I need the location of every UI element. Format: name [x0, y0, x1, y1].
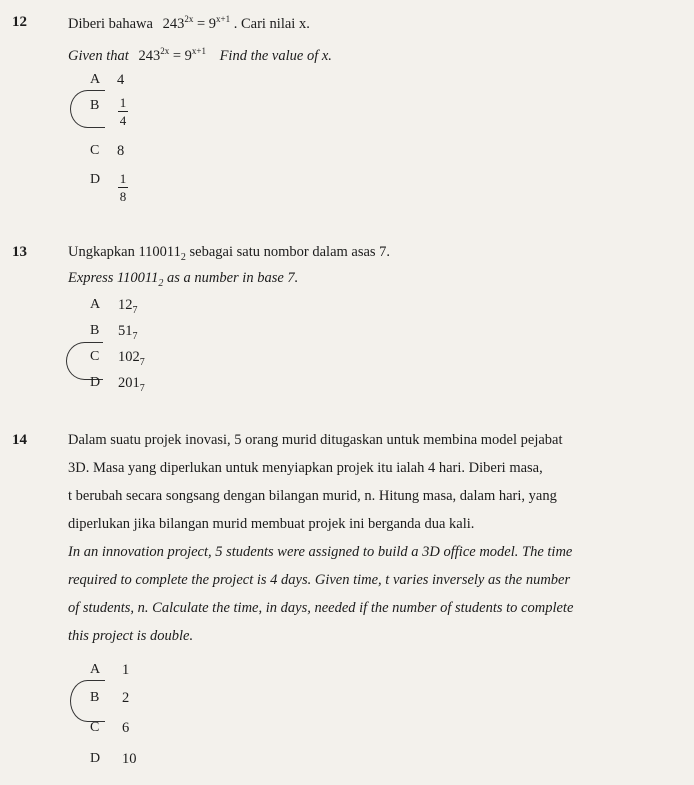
q14-option-b-letter[interactable]: B — [90, 690, 100, 705]
q12-option-a-value: 4 — [117, 72, 125, 88]
q14-option-a-letter[interactable]: A — [90, 662, 101, 677]
q13-option-c-letter[interactable]: C — [90, 349, 100, 364]
q13-option-d-letter[interactable]: D — [90, 375, 101, 390]
q12-malay-stem — [68, 14, 310, 33]
q14-option-c-value: 6 — [122, 720, 130, 736]
q13-english-prefix: Express 110011 — [68, 270, 159, 286]
q14-malay-line-2: 3D. Masa yang diperlukan untuk menyiapkan projek itu ialah 4 hari. Diberi masa, — [68, 460, 543, 476]
q12-option-d-numerator: 1 — [119, 171, 127, 186]
q14-english-line-2: required to complete the project is 4 days. Given time, t varies inversely as the number — [68, 572, 571, 588]
q14-answer-circle-mark — [70, 680, 105, 722]
q14-option-a-value: 1 — [122, 662, 130, 678]
q13-option-b-letter[interactable]: B — [90, 323, 100, 338]
q14-option-d-value: 10 — [122, 751, 137, 767]
q14-english-line-1: In an innovation project, 5 students were assigned to build a 3D office model. The time — [68, 544, 573, 560]
q13-malay-stem — [68, 244, 390, 263]
q12-answer-circle-mark — [70, 90, 105, 128]
q13-english-subscript: 2 — [158, 277, 164, 289]
q14-option-d-letter[interactable]: D — [90, 751, 101, 766]
q14-malay-line-3: t berubah secara songsang dengan bilangan murid, n. Hitung masa, dalam hari, yang — [68, 488, 557, 504]
q12-option-d-letter[interactable]: D — [90, 172, 101, 187]
q12-english-prefix: Given that — [68, 47, 129, 64]
q12-option-c-letter[interactable]: C — [90, 143, 100, 158]
q12-malay-suffix: . Cari nilai x. — [233, 15, 310, 32]
q14-number: 14 — [12, 432, 27, 448]
q12-malay-prefix: Diberi bahawa — [68, 15, 153, 32]
q12-malay-equation: $243^{2x} = 9^{x+1}$ — [162, 14, 231, 32]
q12-number: 12 — [12, 14, 27, 30]
q13-option-c-value: $102_7$ — [118, 349, 145, 368]
q12-english-equation: $243^{2x} = 9^{x+1}$ — [138, 46, 206, 64]
q13-malay-prefix: Ungkapkan 110011 — [68, 244, 181, 260]
q12-option-b-numerator: 1 — [119, 95, 127, 110]
q13-number: 13 — [12, 244, 27, 260]
q14-english-line-3: of students, n. Calculate the time, in days, needed if the number of students to complete — [68, 600, 574, 616]
q13-malay-subscript: 2 — [180, 251, 186, 263]
q13-option-a-letter[interactable]: A — [90, 297, 101, 312]
q12-option-b-denominator: 4 — [119, 113, 127, 128]
q12-english-stem — [68, 46, 332, 65]
q12-option-c-value: 8 — [117, 143, 125, 159]
q13-english-stem — [68, 270, 298, 289]
q13-option-d-value: $201_7$ — [118, 375, 145, 394]
q13-malay-suffix: sebagai satu nombor dalam asas 7. — [185, 244, 391, 260]
q12-option-d-denominator: 8 — [119, 189, 127, 204]
q14-malay-line-1: Dalam suatu projek inovasi, 5 orang murid ditugaskan untuk membina model pejabat — [68, 432, 563, 448]
q14-option-b-value: 2 — [122, 690, 130, 706]
q12-option-b-letter[interactable]: B — [90, 98, 100, 113]
q13-option-a-value: $12_7$ — [118, 297, 138, 316]
q13-option-b-value: $51_7$ — [118, 323, 138, 342]
q12-english-suffix: Find the value of x. — [219, 47, 332, 64]
q12-option-a-letter[interactable]: A — [90, 72, 101, 87]
q13-english-suffix: as a number in base 7. — [163, 270, 299, 286]
q12-option-d-fraction — [118, 170, 128, 203]
q14-option-c-letter[interactable]: C — [90, 720, 100, 735]
q14-english-line-4: this project is double. — [68, 628, 194, 644]
q12-option-b-fraction — [118, 94, 128, 127]
q14-malay-line-4: diperlukan jika bilangan murid membuat projek ini berganda dua kali. — [68, 516, 475, 532]
